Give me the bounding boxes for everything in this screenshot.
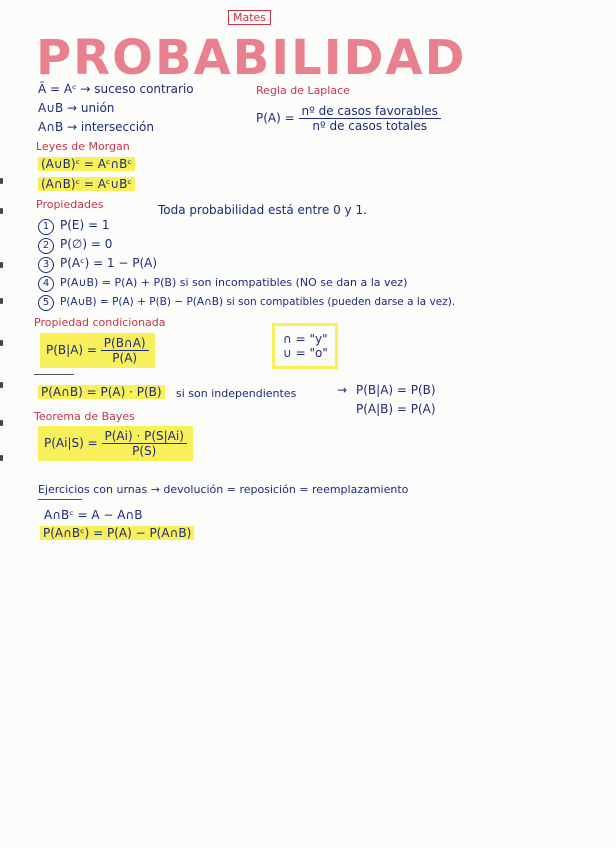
def-union: A∪B → unión <box>38 101 115 115</box>
extra-formula-2: P(A∩Bᶜ) = P(A) − P(A∩B) <box>40 526 194 540</box>
cond-fraction <box>101 336 149 365</box>
laplace-denominator: nº de casos totales <box>312 119 427 133</box>
binding-mark <box>0 455 3 461</box>
cond-label: Propiedad condicionada <box>34 316 166 329</box>
prop-number: 2 <box>38 238 54 254</box>
bayes-numerator: P(Ai) · P(S|Ai) <box>102 429 187 444</box>
laplace-fraction <box>299 104 441 133</box>
prop-item-5: 5 P(A∪B) = P(A) + P(B) − P(A∩B) si son compatibles (pueden darse a la vez). <box>38 295 455 311</box>
laplace-label: Regla de Laplace <box>256 84 350 97</box>
prop-item-1: 1 P(E) = 1 <box>38 218 110 235</box>
bayes-fraction <box>102 429 187 458</box>
bayes-formula <box>38 426 193 461</box>
prop-number: 1 <box>38 219 54 235</box>
prop-number: 4 <box>38 276 54 292</box>
prop-number: 5 <box>38 295 54 311</box>
cond-formula <box>40 333 155 368</box>
symbol-or: ∪ = "o" <box>283 346 328 360</box>
symbol-box <box>272 323 338 369</box>
laplace-formula <box>256 104 441 133</box>
indep-result-1: P(B|A) = P(B) <box>356 383 436 397</box>
binding-mark <box>0 420 3 426</box>
morgan-label: Leyes de Morgan <box>36 140 130 153</box>
prop-number: 3 <box>38 257 54 273</box>
laplace-numerator: nº de casos favorables <box>299 104 441 119</box>
urns-note: Ejercicios con urnas → devolución = reposición = reemplazamiento <box>38 483 409 496</box>
cond-numerator: P(B∩A) <box>101 336 149 351</box>
binding-mark <box>0 208 3 214</box>
morgan-law-2: (A∩B)ᶜ = Aᶜ∪Bᶜ <box>38 177 135 191</box>
props-note: Toda probabilidad está entre 0 y 1. <box>158 203 367 217</box>
def-complement: Ā = Aᶜ → suceso contrario <box>38 82 194 96</box>
indep-arrow: → <box>337 383 348 397</box>
indep-result-2: P(A|B) = P(A) <box>356 402 436 416</box>
prop-item-4: 4 P(A∪B) = P(A) + P(B) si son incompatibles (NO se dan a la vez) <box>38 276 407 292</box>
cond-lhs: P(B|A) = <box>46 343 97 357</box>
underline <box>38 499 82 500</box>
morgan-law-1: (A∪B)ᶜ = Aᶜ∩Bᶜ <box>38 157 135 171</box>
binding-mark <box>0 340 3 346</box>
prop-item-2: 2 P(∅) = 0 <box>38 237 112 254</box>
binding-mark <box>0 382 3 388</box>
symbol-and: ∩ = "y" <box>283 332 328 346</box>
binding-mark <box>0 298 3 304</box>
props-label: Propiedades <box>36 198 104 211</box>
indep-text: si son independientes <box>176 387 297 400</box>
binding-mark <box>0 178 3 184</box>
page-title: PROBABILIDAD <box>36 30 467 86</box>
binding-mark <box>0 262 3 268</box>
def-intersection: A∩B → intersección <box>38 120 154 134</box>
subject-tag: Mates <box>228 6 271 25</box>
extra-formula-1: A∩Bᶜ = A − A∩B <box>44 508 143 522</box>
indep-formula: P(A∩B) = P(A) · P(B) <box>38 385 165 399</box>
cond-denominator: P(A) <box>112 351 138 365</box>
bayes-denominator: P(S) <box>132 444 157 458</box>
prop-item-3: 3 P(Aᶜ) = 1 − P(A) <box>38 256 157 273</box>
divider <box>34 374 74 375</box>
bayes-lhs: P(Ai|S) = <box>44 436 98 450</box>
bayes-label: Teorema de Bayes <box>34 410 135 423</box>
laplace-lhs: P(A) = <box>256 111 295 125</box>
